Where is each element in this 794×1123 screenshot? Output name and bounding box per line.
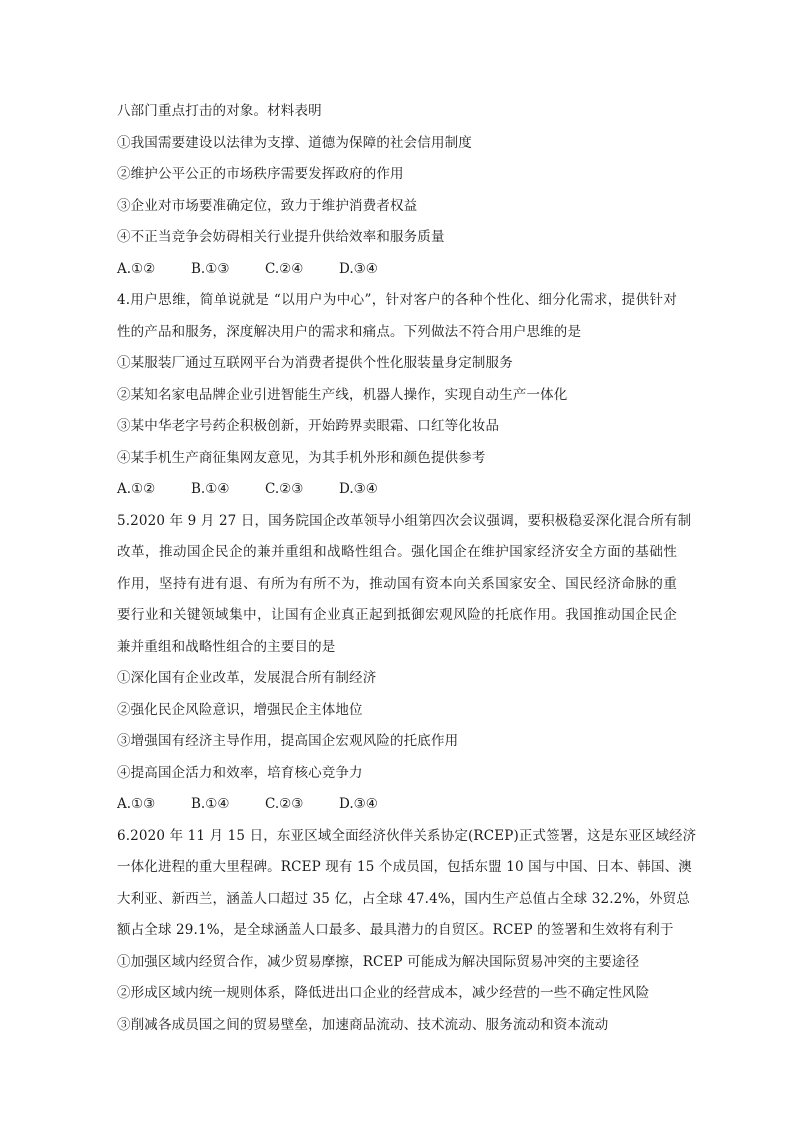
q3-stem-tail: 八部门重点打击的对象。材料表明: [117, 103, 322, 119]
q4-option-2: ②某知名家电品牌企业引进智能生产线，机器人操作，实现自动生产一体化: [117, 386, 568, 403]
q5-stem-line-3: 作用，坚持有进有退、有所为有所不为，推动国有资本向关系国家安全、国民经济命脉的重: [117, 575, 677, 592]
q4-choices: [117, 474, 677, 506]
q4-choice-c: C.②③: [265, 481, 304, 497]
q6-option-3: ③削减各成员国之间的贸易壁垒，加速商品流动、技术流动、服务流动和资本流动: [117, 1016, 609, 1033]
q4-choice-d: D.③④: [339, 481, 378, 497]
q3-choice-d: D.③④: [339, 260, 378, 277]
q5-choice-d: D.③④: [339, 796, 378, 812]
q5-stem-line-5: 兼并重组和战略性组合的主要目的是: [117, 638, 336, 655]
q3-choice-a: A.①②: [117, 260, 156, 277]
q5-stem-line-2: 改革，推动国企民企的兼并重组和战略性组合。强化国企在维护国家经济安全方面的基础性: [117, 544, 677, 560]
q5-stem-line-4: 要行业和关键领域集中，让国有企业真正起到抵御宏观风险的托底作用。我国推动国企民企: [117, 607, 677, 623]
q5-stem-line-1: 5.2020 年 9 月 27 日，国务院国企改革领导小组第四次会议强调，要积极稳妥深化混合所有制: [117, 512, 692, 529]
q4-stem-line-2: 性的产品和服务，深度解决用户的需求和痛点。下列做法不符合用户思维的是: [117, 323, 582, 340]
q5-option-4: ④提高国企活力和效率，培育核心竞争力: [117, 764, 363, 781]
q4-option-1: ①某服装厂通过互联网平台为消费者提供个性化服装量身定制服务: [117, 355, 513, 371]
q5-choices: [117, 789, 677, 821]
q5-choice-a: A.①③: [117, 796, 156, 812]
q3-option-1: ①我国需要建设以法律为支撑、道德为保障的社会信用制度: [117, 134, 472, 151]
q6-stem-line-3: 大利亚、新西兰，涵盖人口超过 35 亿，占全球 47.4%，国内生产总值占全球 32.2%，外贸总: [117, 890, 690, 907]
q3-option-4: ④不正当竞争会妨碍相关行业提升供给效率和服务质量: [117, 229, 445, 245]
q3-option-2: ②维护公平公正的市场秩序需要发挥政府的作用: [117, 166, 404, 182]
q3-choice-b: B.①③: [191, 260, 230, 277]
q5-option-1: ①深化国有企业改革，发展混合所有制经济: [117, 670, 377, 686]
q5-choice-c: C.②③: [265, 796, 304, 812]
q4-stem-line-1: 4.用户思维，简单说就是 “以用户为中心”，针对客户的各种个性化、细分化需求，提供针对: [117, 292, 677, 308]
q6-option-1: ①加强区域内经贸合作，减少贸易摩擦，RCEP 可能成为解决国际贸易冲突的主要途径: [117, 953, 640, 970]
q3-option-3: ③企业对市场要准确定位，致力于维护消费者权益: [117, 197, 418, 214]
q6-stem-line-4: 额占全球 29.1%，是全球涵盖人口最多、最具潜力的自贸区。RCEP 的签署和生效将有利于: [117, 922, 674, 938]
q3-choices: [117, 254, 677, 286]
q6-stem-line-2: 一体化进程的重大里程碑。RCEP 现有 15 个成员国，包括东盟 10 国与中国、日本、韩国、澳: [117, 859, 692, 875]
q5-option-3: ③增强国有经济主导作用，提高国企宏观风险的托底作用: [117, 733, 459, 749]
q5-option-2: ②强化民企风险意识，增强民企主体地位: [117, 701, 363, 718]
q4-option-4: ④某手机生产商征集网友意见，为其手机外形和颜色提供参考: [117, 449, 486, 466]
q4-option-3: ③某中华老字号药企积极创新，开始跨界卖眼霜、口红等化妆品: [117, 418, 500, 434]
q5-choice-b: B.①④: [191, 796, 230, 812]
q4-choice-b: B.①④: [191, 481, 230, 497]
q4-choice-a: A.①②: [117, 481, 156, 497]
q6-option-2: ②形成区域内统一规则体系，降低进出口企业的经营成本，减少经营的一些不确定性风险: [117, 985, 650, 1001]
q6-stem-line-1: 6.2020 年 11 月 15 日，东亚区域全面经济伙伴关系协定(RCEP)正式签署，这是东亚区域经济: [117, 827, 697, 844]
q3-choice-c: C.②④: [265, 260, 304, 277]
exam-page: [117, 96, 697, 1041]
